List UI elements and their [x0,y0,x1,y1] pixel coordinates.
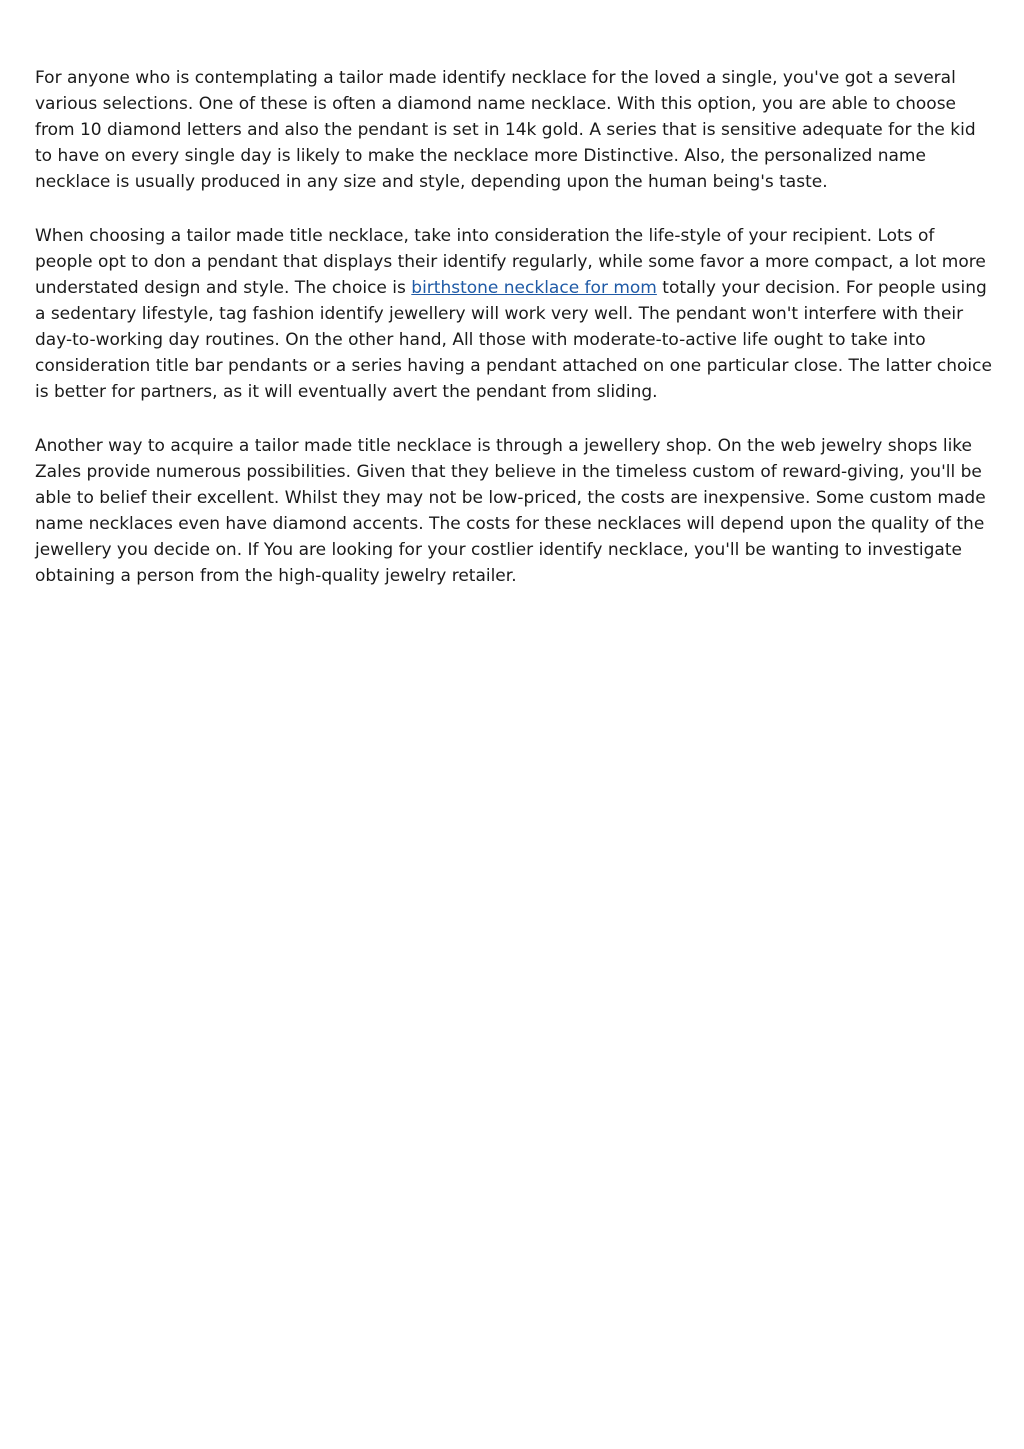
birthstone-necklace-link[interactable]: birthstone necklace for mom [411,278,657,298]
paragraph-3: Another way to acquire a tailor made title necklace is through a jewellery shop. On the web jewelry shops like Zales provide numerous possibilities. Given that they believe in the timeless custom of reward-giving, you'll be able to belief their excellent. Whilst they may not be low-priced, the costs are inexpensive. Some custom made name necklaces even have diamond accents. The costs for these necklaces will depend upon the quality of the jewellery you decide on. If You are looking for your costlier identify necklace, you'll be wanting to investigate obtaining a person from the high-quality jewelry retailer. [35,436,986,586]
document-body [35,65,993,617]
paragraph-2-text-after: totally your decision. For people using a sedentary lifestyle, tag fashion identify jewellery will work very well. The pendant won't interfere with their day-to-working day routines. On the other hand, All those with moderate-to-active life ought to take into consideration title bar pendants or a series having a pendant attached on one particular close. The latter choice is better for partners, as it will eventually avert the pendant from sliding. [35,278,992,402]
paragraph-1: For anyone who is contemplating a tailor made identify necklace for the loved a single, you've got a several various selections. One of these is often a diamond name necklace. With this option, you are able to choose from 10 diamond letters and also the pendant is set in 14k gold. A series that is sensitive adequate for the kid to have on every single day is likely to make the necklace more Distinctive. Also, the personalized name necklace is usually produced in any size and style, depending upon the human being's taste. [35,68,976,192]
paragraph-2 [35,223,993,405]
paragraph-2-text-before: When choosing a tailor made title necklace, take into consideration the life-style of your recipient. Lots of people opt to don a pendant that displays their identify regularly, while some favor a more compact, a lot more understated design and style. The choice is [35,226,986,298]
